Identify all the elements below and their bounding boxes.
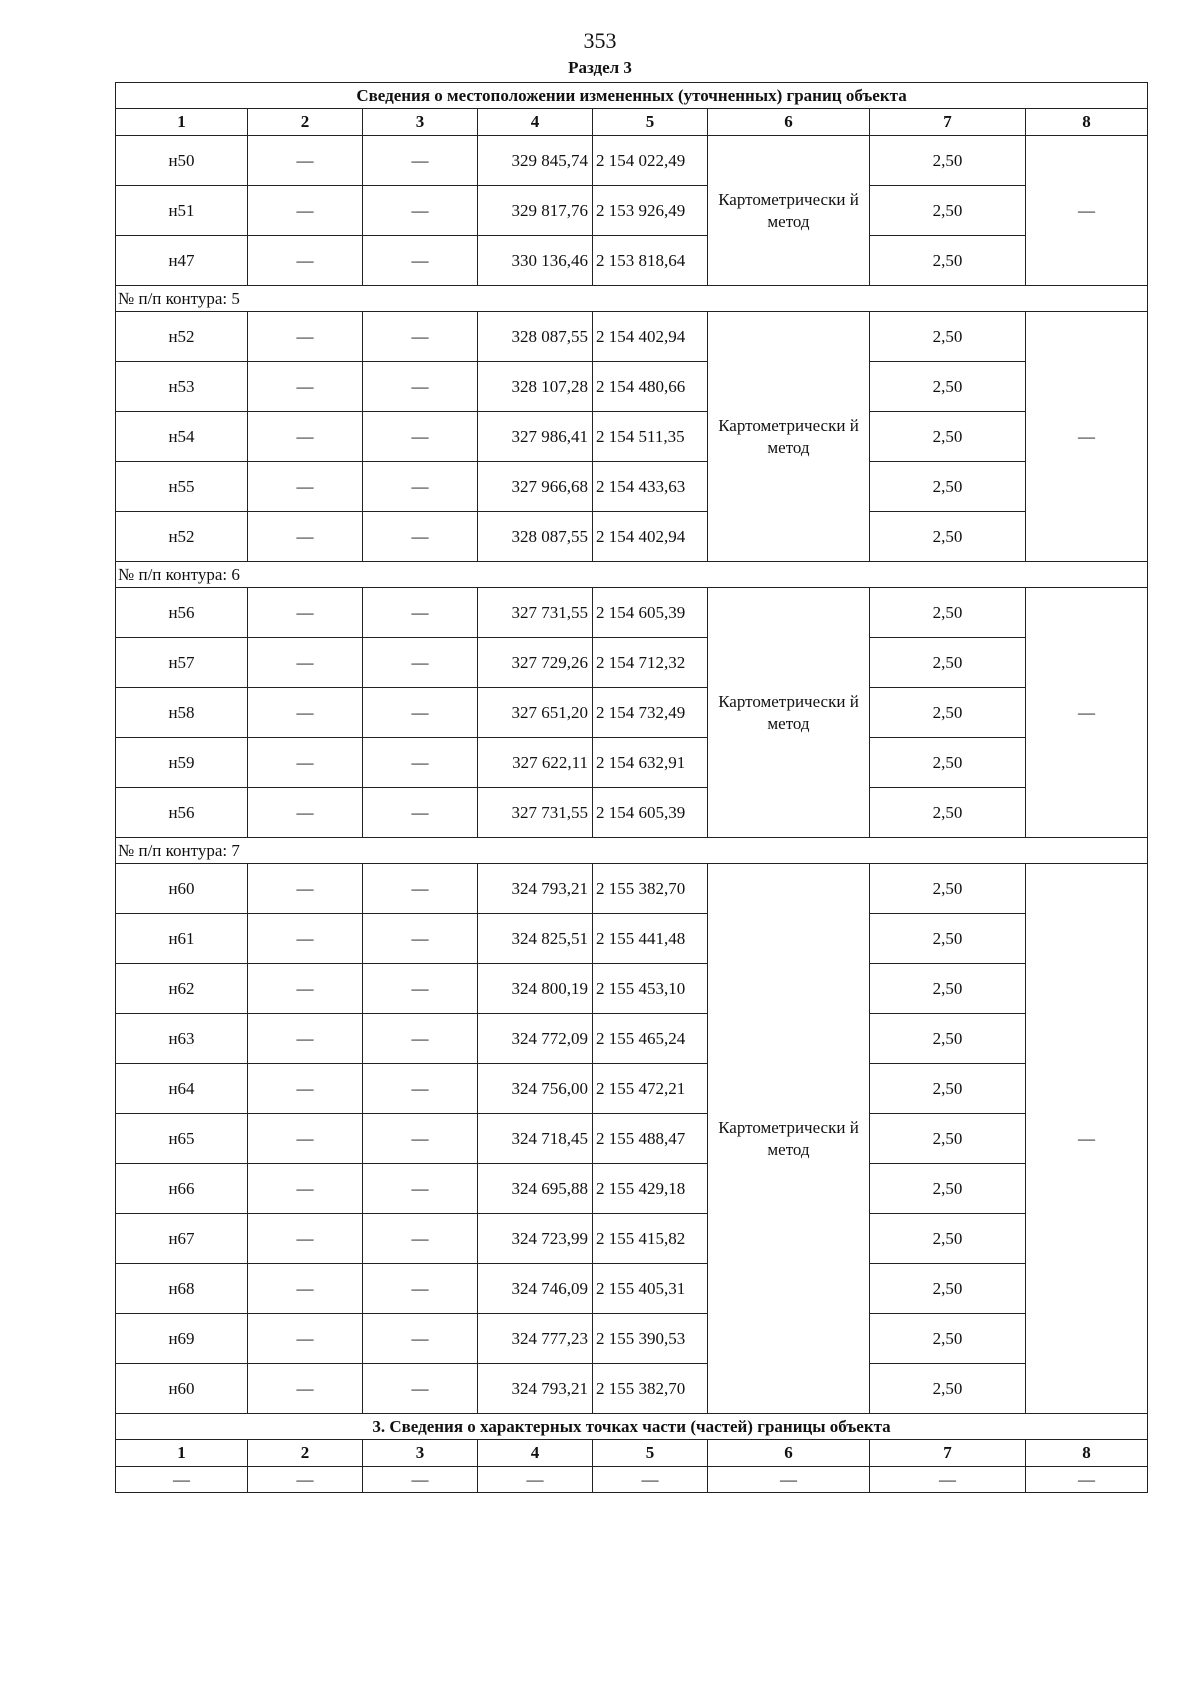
y-coordinate-cell: 2 154 605,39 <box>593 588 708 638</box>
dash-cell: — <box>248 1467 363 1493</box>
x-coordinate-cell: 330 136,46 <box>478 236 593 286</box>
boundary-table <box>115 82 1148 1493</box>
table-row <box>116 588 1148 638</box>
table-row <box>116 964 1148 1014</box>
dash-cell: — <box>363 1264 478 1314</box>
point-name-cell: н53 <box>116 362 248 412</box>
y-coordinate-cell: 2 155 415,82 <box>593 1214 708 1264</box>
y-coordinate-cell: 2 155 453,10 <box>593 964 708 1014</box>
x-coordinate-cell: 324 772,09 <box>478 1014 593 1064</box>
dash-cell: — <box>248 1314 363 1364</box>
contour-label: № п/п контура: 6 <box>116 562 1148 588</box>
table-row <box>116 1314 1148 1364</box>
accuracy-cell: 2,50 <box>870 136 1026 186</box>
dash-cell: — <box>248 864 363 914</box>
dash-cell: — <box>248 1264 363 1314</box>
x-coordinate-cell: 329 817,76 <box>478 186 593 236</box>
dash-cell: — <box>248 1014 363 1064</box>
table-row <box>116 462 1148 512</box>
dash-cell: — <box>363 136 478 186</box>
y-coordinate-cell: 2 154 632,91 <box>593 738 708 788</box>
x-coordinate-cell: 328 107,28 <box>478 362 593 412</box>
column-header: 1 <box>116 109 248 136</box>
x-coordinate-cell: 327 622,11 <box>478 738 593 788</box>
table-row <box>116 236 1148 286</box>
dash-cell: — <box>363 964 478 1014</box>
dash-cell: — <box>363 1364 478 1414</box>
dash-cell: — <box>248 186 363 236</box>
point-name-cell: н60 <box>116 1364 248 1414</box>
x-coordinate-cell: 324 777,23 <box>478 1314 593 1364</box>
y-coordinate-cell: 2 154 402,94 <box>593 312 708 362</box>
column-header: 1 <box>116 1440 248 1467</box>
y-coordinate-cell: 2 155 405,31 <box>593 1264 708 1314</box>
dash-cell: — <box>363 312 478 362</box>
dash-cell: — <box>363 638 478 688</box>
contour-label: № п/п контура: 5 <box>116 286 1148 312</box>
method-cell: Картометрически й метод <box>708 312 870 562</box>
y-coordinate-cell: 2 154 712,32 <box>593 638 708 688</box>
accuracy-cell: 2,50 <box>870 1364 1026 1414</box>
dash-cell: — <box>248 412 363 462</box>
dash-cell: — <box>1026 136 1148 286</box>
x-coordinate-cell: 324 695,88 <box>478 1164 593 1214</box>
x-coordinate-cell: 324 723,99 <box>478 1214 593 1264</box>
table-row <box>116 1164 1148 1214</box>
point-name-cell: н52 <box>116 512 248 562</box>
dash-cell: — <box>708 1467 870 1493</box>
y-coordinate-cell: 2 155 382,70 <box>593 1364 708 1414</box>
point-name-cell: н69 <box>116 1314 248 1364</box>
point-name-cell: н68 <box>116 1264 248 1314</box>
y-coordinate-cell: 2 155 382,70 <box>593 864 708 914</box>
point-name-cell: н61 <box>116 914 248 964</box>
dash-cell: — <box>248 312 363 362</box>
x-coordinate-cell: 324 825,51 <box>478 914 593 964</box>
dash-cell: — <box>363 462 478 512</box>
accuracy-cell: 2,50 <box>870 688 1026 738</box>
contour-row <box>116 286 1148 312</box>
dash-cell: — <box>248 588 363 638</box>
dash-cell: — <box>593 1467 708 1493</box>
dash-cell: — <box>248 1214 363 1264</box>
point-name-cell: н51 <box>116 186 248 236</box>
point-name-cell: н65 <box>116 1114 248 1164</box>
method-cell: Картометрически й метод <box>708 864 870 1414</box>
point-name-cell: н63 <box>116 1014 248 1064</box>
dash-cell: — <box>363 1314 478 1364</box>
point-name-cell: н67 <box>116 1214 248 1264</box>
dash-cell: — <box>363 512 478 562</box>
column-header-row <box>116 109 1148 136</box>
table-row <box>116 312 1148 362</box>
point-name-cell: н50 <box>116 136 248 186</box>
column-header: 4 <box>478 1440 593 1467</box>
table-row <box>116 738 1148 788</box>
y-coordinate-cell: 2 153 926,49 <box>593 186 708 236</box>
x-coordinate-cell: 327 651,20 <box>478 688 593 738</box>
y-coordinate-cell: 2 154 480,66 <box>593 362 708 412</box>
part-caption-row <box>116 1414 1148 1440</box>
dash-cell: — <box>363 738 478 788</box>
accuracy-cell: 2,50 <box>870 362 1026 412</box>
accuracy-cell: 2,50 <box>870 1064 1026 1114</box>
point-name-cell: н60 <box>116 864 248 914</box>
accuracy-cell: 2,50 <box>870 1114 1026 1164</box>
dash-cell: — <box>363 186 478 236</box>
dash-cell: — <box>248 788 363 838</box>
dash-cell: — <box>248 362 363 412</box>
table-row <box>116 1214 1148 1264</box>
column-header: 8 <box>1026 109 1148 136</box>
y-coordinate-cell: 2 155 441,48 <box>593 914 708 964</box>
dash-cell: — <box>248 512 363 562</box>
contour-row <box>116 562 1148 588</box>
dash-cell: — <box>248 1114 363 1164</box>
dash-cell: — <box>248 462 363 512</box>
dash-cell: — <box>363 1064 478 1114</box>
dash-cell: — <box>363 1214 478 1264</box>
accuracy-cell: 2,50 <box>870 1164 1026 1214</box>
column-header: 3 <box>363 109 478 136</box>
x-coordinate-cell: 327 731,55 <box>478 788 593 838</box>
dash-cell: — <box>363 864 478 914</box>
point-name-cell: н52 <box>116 312 248 362</box>
dash-cell: — <box>363 1164 478 1214</box>
point-name-cell: н66 <box>116 1164 248 1214</box>
accuracy-cell: 2,50 <box>870 1214 1026 1264</box>
accuracy-cell: 2,50 <box>870 1014 1026 1064</box>
section-title: Раздел 3 <box>568 58 632 77</box>
x-coordinate-cell: 324 746,09 <box>478 1264 593 1314</box>
point-name-cell: н62 <box>116 964 248 1014</box>
table-title: Сведения о местоположении измененных (уточненных) границ объекта <box>116 83 1148 109</box>
x-coordinate-cell: 324 756,00 <box>478 1064 593 1114</box>
accuracy-cell: 2,50 <box>870 412 1026 462</box>
column-header: 5 <box>593 109 708 136</box>
y-coordinate-cell: 2 155 472,21 <box>593 1064 708 1114</box>
accuracy-cell: 2,50 <box>870 914 1026 964</box>
column-header: 4 <box>478 109 593 136</box>
dash-cell: — <box>363 1467 478 1493</box>
y-coordinate-cell: 2 154 433,63 <box>593 462 708 512</box>
dash-cell: — <box>870 1467 1026 1493</box>
table-row <box>116 788 1148 838</box>
accuracy-cell: 2,50 <box>870 864 1026 914</box>
method-cell: Картометрически й метод <box>708 588 870 838</box>
table-row <box>116 914 1148 964</box>
contour-row <box>116 838 1148 864</box>
column-header: 2 <box>248 1440 363 1467</box>
y-coordinate-cell: 2 155 465,24 <box>593 1014 708 1064</box>
x-coordinate-cell: 327 986,41 <box>478 412 593 462</box>
table-row <box>116 1014 1148 1064</box>
x-coordinate-cell: 327 966,68 <box>478 462 593 512</box>
dash-cell: — <box>248 1064 363 1114</box>
contour-label: № п/п контура: 7 <box>116 838 1148 864</box>
table-row <box>116 1064 1148 1114</box>
table-row <box>116 512 1148 562</box>
table-row <box>116 136 1148 186</box>
y-coordinate-cell: 2 154 022,49 <box>593 136 708 186</box>
dash-cell: — <box>363 1014 478 1064</box>
dash-cell: — <box>248 136 363 186</box>
x-coordinate-cell: 327 731,55 <box>478 588 593 638</box>
accuracy-cell: 2,50 <box>870 788 1026 838</box>
dash-cell: — <box>363 788 478 838</box>
column-header: 2 <box>248 109 363 136</box>
dash-cell: — <box>363 688 478 738</box>
column-header: 7 <box>870 1440 1026 1467</box>
y-coordinate-cell: 2 155 488,47 <box>593 1114 708 1164</box>
dash-cell: — <box>248 964 363 1014</box>
table-row <box>116 688 1148 738</box>
part-table-row <box>116 1467 1148 1493</box>
column-header: 5 <box>593 1440 708 1467</box>
accuracy-cell: 2,50 <box>870 638 1026 688</box>
part-column-header-row <box>116 1440 1148 1467</box>
table-row <box>116 1264 1148 1314</box>
dash-cell: — <box>363 1114 478 1164</box>
point-name-cell: н55 <box>116 462 248 512</box>
table-row <box>116 1364 1148 1414</box>
dash-cell: — <box>248 688 363 738</box>
dash-cell: — <box>363 588 478 638</box>
accuracy-cell: 2,50 <box>870 738 1026 788</box>
point-name-cell: н47 <box>116 236 248 286</box>
y-coordinate-cell: 2 155 390,53 <box>593 1314 708 1364</box>
dash-cell: — <box>1026 1467 1148 1493</box>
accuracy-cell: 2,50 <box>870 964 1026 1014</box>
x-coordinate-cell: 324 793,21 <box>478 864 593 914</box>
point-name-cell: н57 <box>116 638 248 688</box>
x-coordinate-cell: 324 718,45 <box>478 1114 593 1164</box>
column-header: 7 <box>870 109 1026 136</box>
y-coordinate-cell: 2 155 429,18 <box>593 1164 708 1214</box>
point-name-cell: н58 <box>116 688 248 738</box>
method-cell: Картометрически й метод <box>708 136 870 286</box>
y-coordinate-cell: 2 154 511,35 <box>593 412 708 462</box>
point-name-cell: н56 <box>116 588 248 638</box>
accuracy-cell: 2,50 <box>870 1264 1026 1314</box>
accuracy-cell: 2,50 <box>870 312 1026 362</box>
dash-cell: — <box>363 412 478 462</box>
y-coordinate-cell: 2 154 605,39 <box>593 788 708 838</box>
dash-cell: — <box>248 1364 363 1414</box>
accuracy-cell: 2,50 <box>870 512 1026 562</box>
x-coordinate-cell: 329 845,74 <box>478 136 593 186</box>
dash-cell: — <box>363 914 478 964</box>
table-row <box>116 186 1148 236</box>
accuracy-cell: 2,50 <box>870 462 1026 512</box>
accuracy-cell: 2,50 <box>870 588 1026 638</box>
y-coordinate-cell: 2 154 402,94 <box>593 512 708 562</box>
page-number: 353 <box>583 28 617 53</box>
x-coordinate-cell: 328 087,55 <box>478 512 593 562</box>
y-coordinate-cell: 2 154 732,49 <box>593 688 708 738</box>
x-coordinate-cell: 324 800,19 <box>478 964 593 1014</box>
dash-cell: — <box>1026 588 1148 838</box>
dash-cell: — <box>248 1164 363 1214</box>
x-coordinate-cell: 328 087,55 <box>478 312 593 362</box>
part-title: 3. Сведения о характерных точках части (частей) границы объекта <box>116 1414 1148 1440</box>
dash-cell: — <box>248 638 363 688</box>
accuracy-cell: 2,50 <box>870 236 1026 286</box>
table-row <box>116 1114 1148 1164</box>
column-header: 6 <box>708 1440 870 1467</box>
y-coordinate-cell: 2 153 818,64 <box>593 236 708 286</box>
table-row <box>116 638 1148 688</box>
dash-cell: — <box>248 236 363 286</box>
dash-cell: — <box>248 914 363 964</box>
dash-cell: — <box>1026 864 1148 1414</box>
accuracy-cell: 2,50 <box>870 186 1026 236</box>
dash-cell: — <box>363 236 478 286</box>
point-name-cell: н56 <box>116 788 248 838</box>
point-name-cell: н54 <box>116 412 248 462</box>
column-header: 8 <box>1026 1440 1148 1467</box>
table-row <box>116 362 1148 412</box>
table-row <box>116 412 1148 462</box>
dash-cell: — <box>248 738 363 788</box>
accuracy-cell: 2,50 <box>870 1314 1026 1364</box>
x-coordinate-cell: 327 729,26 <box>478 638 593 688</box>
dash-cell: — <box>116 1467 248 1493</box>
dash-cell: — <box>363 362 478 412</box>
point-name-cell: н64 <box>116 1064 248 1114</box>
column-header: 3 <box>363 1440 478 1467</box>
dash-cell: — <box>1026 312 1148 562</box>
x-coordinate-cell: 324 793,21 <box>478 1364 593 1414</box>
point-name-cell: н59 <box>116 738 248 788</box>
column-header: 6 <box>708 109 870 136</box>
table-row <box>116 864 1148 914</box>
dash-cell: — <box>478 1467 593 1493</box>
